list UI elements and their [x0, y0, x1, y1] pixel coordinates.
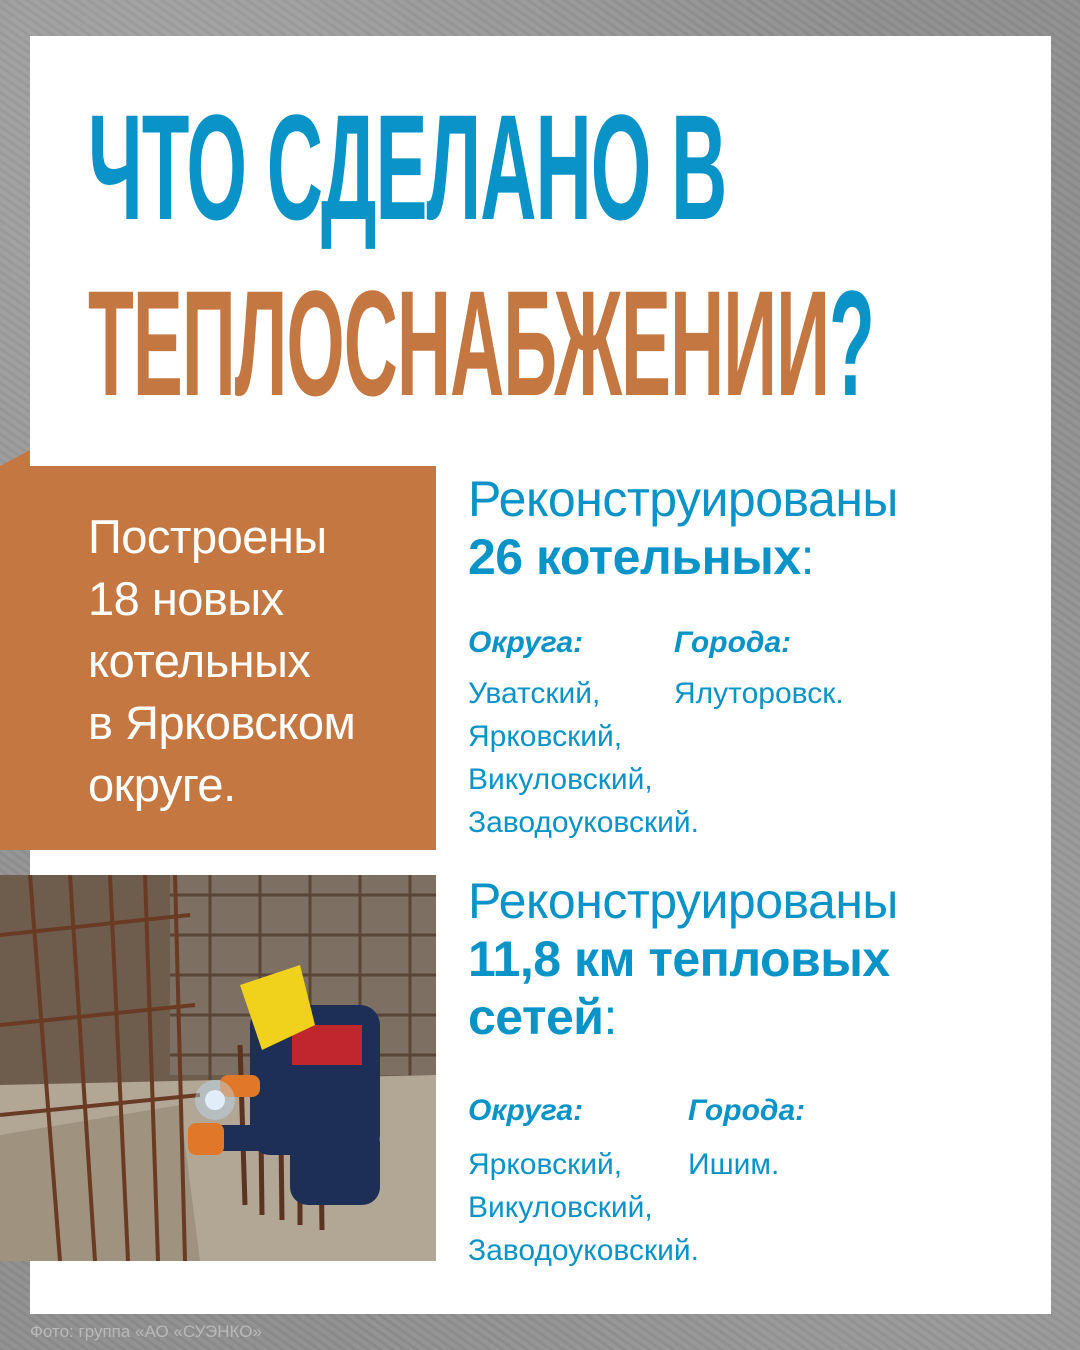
section2-districts-list [468, 1143, 699, 1272]
welder-illustration [0, 875, 436, 1261]
new-boilers-line: округе. [88, 758, 236, 811]
city-item: Ялуторовск. [674, 677, 844, 710]
section2-heading [468, 872, 898, 1046]
district-item: Заводоуковский. [468, 1234, 700, 1267]
welder-photo [0, 875, 436, 1261]
section1-lead: Реконструированы [468, 471, 898, 527]
section1-districts-label: Округа: [468, 626, 584, 659]
new-boilers-line: Построены [88, 510, 327, 563]
section2-highlight-1: 11,8 км тепловых [468, 931, 890, 987]
orange-tab-edge [0, 466, 30, 850]
question-mark: ? [829, 259, 874, 427]
district-item: Ярковский, [468, 1148, 623, 1181]
section1-districts-list [468, 672, 699, 844]
new-boilers-line: 18 новых [88, 572, 284, 625]
new-boilers-line: в Ярковском [88, 696, 356, 749]
district-item: Уватский, [468, 677, 601, 710]
headline-line-2 [88, 259, 874, 427]
section2-colon: : [603, 989, 617, 1045]
section2-cities-label: Города: [688, 1094, 806, 1127]
district-item: Викуловский, [468, 1191, 653, 1224]
section1-cities-label: Города: [674, 626, 792, 659]
orange-tab-fold [0, 450, 30, 466]
section2-cities-list [688, 1143, 779, 1186]
district-item: Ярковский, [468, 720, 623, 753]
district-item: Викуловский, [468, 763, 653, 796]
new-boilers-line: котельных [88, 634, 311, 687]
district-item: Заводоуковский. [468, 806, 700, 839]
section1-heading [468, 470, 898, 586]
section1-cities-list [674, 672, 844, 715]
headline-word: ТЕПЛОСНАБЖЕНИИ [88, 259, 830, 427]
city-item: Ишим. [688, 1148, 780, 1181]
section1-colon: : [800, 529, 815, 585]
new-boilers-box [30, 466, 436, 850]
headline-line-1: ЧТО СДЕЛАНО В [88, 83, 727, 251]
section2-highlight-2: сетей [468, 989, 604, 1045]
section2-lead: Реконструированы [468, 873, 898, 929]
section2-districts-label: Округа: [468, 1094, 584, 1127]
section1-highlight: 26 котельных [468, 529, 801, 585]
new-boilers-text [88, 506, 428, 816]
photo-credit: Фото: группа «АО «СУЭНКО» [30, 1322, 262, 1341]
